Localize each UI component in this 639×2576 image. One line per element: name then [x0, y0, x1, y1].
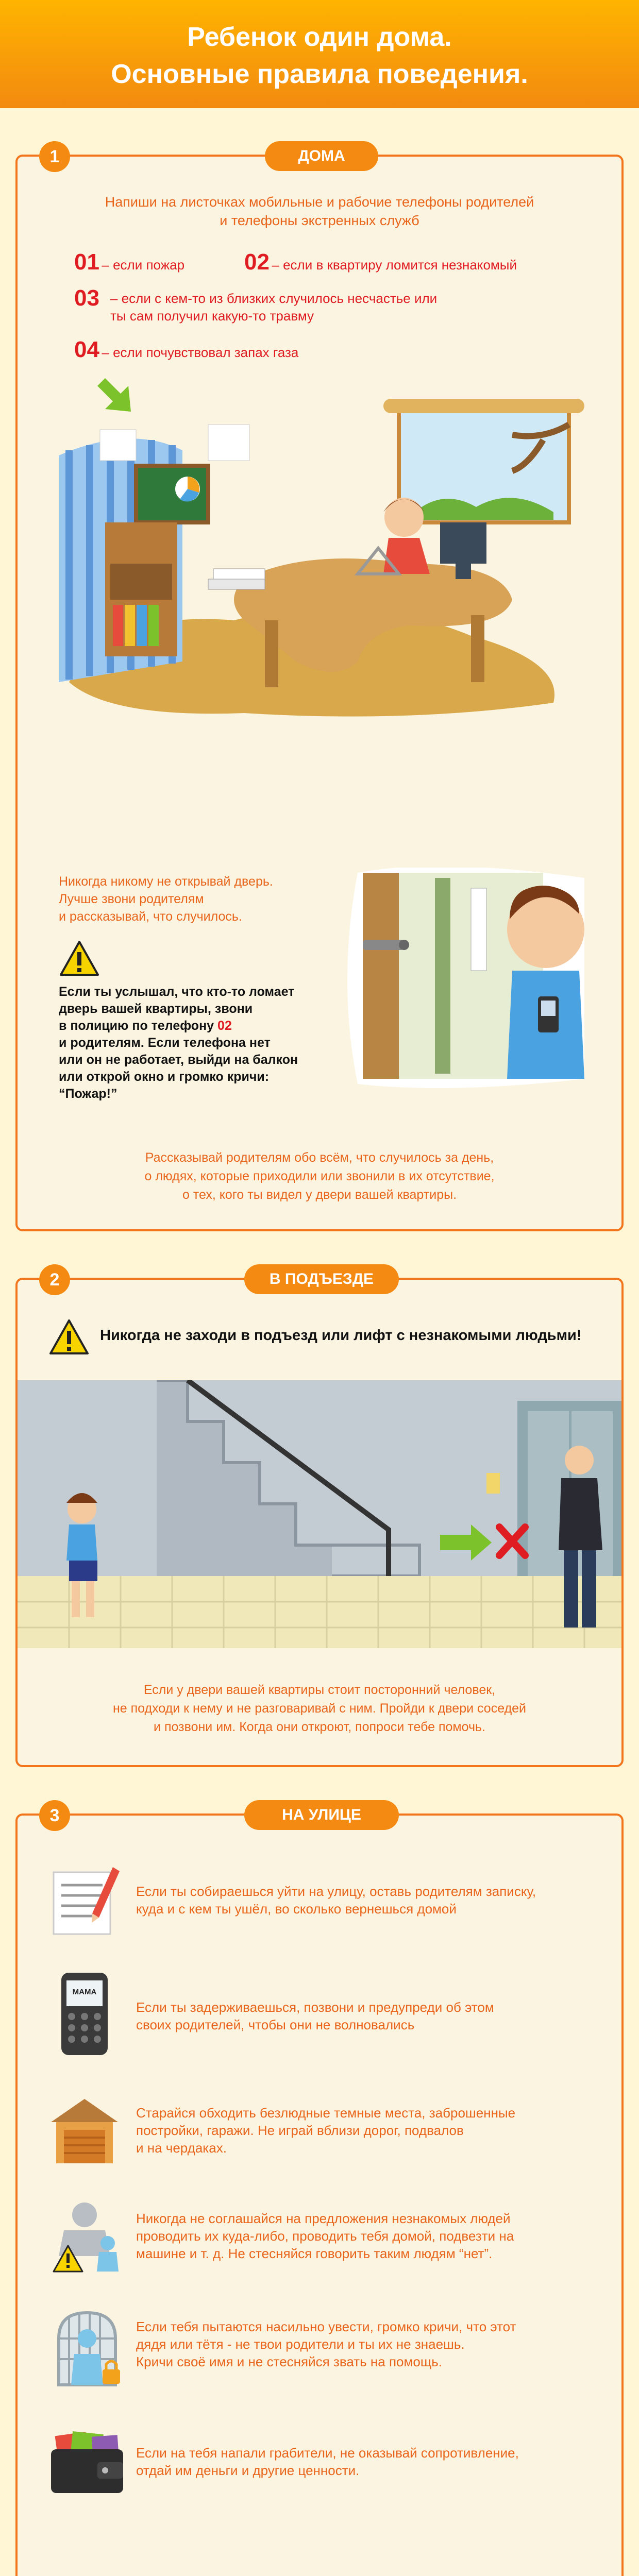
entrance-warning: Никогда не заходи в подъезд или лифт с незнакомыми людьми! [100, 1327, 582, 1344]
door-boy-illustration [337, 868, 605, 1089]
section-street [15, 1806, 624, 2576]
break-in-advice [59, 984, 347, 1103]
section-entrance [15, 1270, 624, 1767]
warning-icon [48, 1318, 90, 1355]
street-item-line: дядя или тётя - не твои родители и ты их не знаешь. [136, 2336, 465, 2352]
break-in-line: или он не работает, выйди на балкон [59, 1053, 298, 1067]
tell-parents-line: Рассказывай родителям обо всём, что случилось за день, [145, 1150, 494, 1165]
emergency-number: 01 [74, 249, 99, 275]
street-item-line: Кричи своё имя и не стесняйся звать на помощь. [136, 2354, 443, 2369]
emergency-number: 04 [74, 337, 99, 362]
stairwell-illustration [18, 1380, 621, 1648]
break-in-line: дверь вашей квартиры, звони [59, 1002, 253, 1016]
tell-parents-line: о тех, кого ты видел у двери вашей квартиры. [182, 1188, 457, 1202]
door-advice-line: Никогда никому не открывай дверь. [59, 874, 273, 889]
mobile-phone-icon [48, 1970, 121, 2058]
tell-parents-text [18, 1148, 621, 1204]
section-tab: В ПОДЪЕЗДЕ [244, 1264, 399, 1294]
street-item-text [136, 2444, 600, 2479]
section-tab: НА УЛИЦЕ [244, 1800, 399, 1830]
garage-icon [48, 2094, 121, 2166]
break-in-line: Если ты услышал, что кто-то ломает [59, 985, 295, 999]
emergency-number: 03 [74, 285, 99, 311]
emergency-number: 02 [244, 249, 270, 275]
street-item-text [136, 1998, 600, 2033]
street-item-line: Если ты собираешься уйти на улицу, оставь родителям записку, [136, 1884, 536, 1899]
street-item-line: своих родителей, чтобы они не волновались [136, 2017, 415, 2032]
page-header [0, 0, 639, 108]
street-item-line: куда и с кем ты ушёл, во сколько вернешься домой [136, 1901, 457, 1917]
section-number: 3 [39, 1800, 70, 1831]
street-item-text [136, 2104, 600, 2157]
police-number: 02 [217, 1019, 232, 1033]
break-in-line [59, 1018, 347, 1035]
street-item-text [136, 1883, 600, 1918]
stranger-at-door-text [18, 1681, 621, 1736]
locked-person-icon [48, 2308, 126, 2390]
emergency-row [74, 285, 99, 311]
street-item-line: Если ты задерживаешься, позвони и предупреди об этом [136, 1999, 494, 2015]
emergency-row [74, 337, 298, 363]
intro-line: Напиши на листочках мобильные и рабочие телефоны родителей [105, 194, 534, 210]
stranger-warning-icon [48, 2199, 126, 2277]
break-in-line: или открой окно и громко кричи: [59, 1070, 270, 1084]
street-item-line: проводить их куда-либо, проводить тебя домой, подвезти на [136, 2228, 514, 2244]
intro-line: и телефоны экстренных служб [220, 213, 419, 228]
phone-screen-label: МАМА [72, 1988, 97, 1996]
intro-text [18, 193, 621, 230]
section-tab: ДОМА [265, 141, 378, 171]
street-item-text [136, 2318, 600, 2370]
street-item-line: Если на тебя напали грабители, не оказывай сопротивление, [136, 2445, 519, 2461]
stranger-line: не подходи к нему и не разговаривай с ним. Пройди к двери соседей [112, 1701, 527, 1716]
break-in-line: “Пожар!” [59, 1087, 117, 1101]
street-item-line: и на чердаках. [136, 2140, 227, 2156]
page-title-line-1: Ребенок один дома. [187, 22, 452, 52]
emergency-text: – если с кем-то из близких случилось несчастье или ты сам получил какую-то травму [110, 291, 438, 324]
door-advice-line: и рассказывай, что случилось. [59, 909, 242, 924]
street-item-line: Старайся обходить безлюдные темные места, заброшенные [136, 2105, 516, 2121]
street-item-line: Если тебя пытаются насильно увести, громко кричи, что этот [136, 2319, 516, 2334]
tell-parents-line: о людях, которые приходили или звонили в их отсутствие, [144, 1169, 495, 1183]
stranger-line: Если у двери вашей квартиры стоит посторонний человек, [143, 1683, 496, 1697]
section-number: 1 [39, 141, 70, 172]
warning-icon [59, 940, 100, 977]
stranger-line: и позвони им. Когда они откроют, попроси тебе помочь. [154, 1720, 485, 1734]
street-item-line: отдай им деньги и другие ценности. [136, 2463, 360, 2478]
door-advice [59, 873, 347, 925]
note-pencil-icon [48, 1862, 121, 1939]
street-item-text [136, 2210, 600, 2262]
street-item-line: постройки, гаражи. Не играй вблизи дорог, подвалов [136, 2123, 464, 2138]
door-advice-line: Лучше звони родителям [59, 892, 204, 906]
page-title-line-2: Основные правила поведения. [111, 59, 528, 89]
emergency-text: – если в квартиру ломится незнакомый [272, 257, 517, 273]
street-item-line: Никогда не соглашайся на предложения незнакомых людей [136, 2211, 511, 2226]
emergency-text: – если почувствовал запах газа [102, 345, 299, 360]
break-in-line: и родителям. Если телефона нет [59, 1036, 271, 1050]
section-number: 2 [39, 1264, 70, 1295]
emergency-text: – если пожар [102, 257, 185, 273]
emergency-row [74, 249, 184, 275]
room-illustration [48, 394, 595, 723]
section-home [15, 147, 624, 1231]
emergency-row [244, 249, 517, 275]
break-in-text: в полицию по телефону [59, 1019, 218, 1033]
street-item-line: машине и т. д. Не стесняйся говорить таким людям “нет”. [136, 2246, 493, 2261]
wallet-icon [46, 2429, 128, 2496]
